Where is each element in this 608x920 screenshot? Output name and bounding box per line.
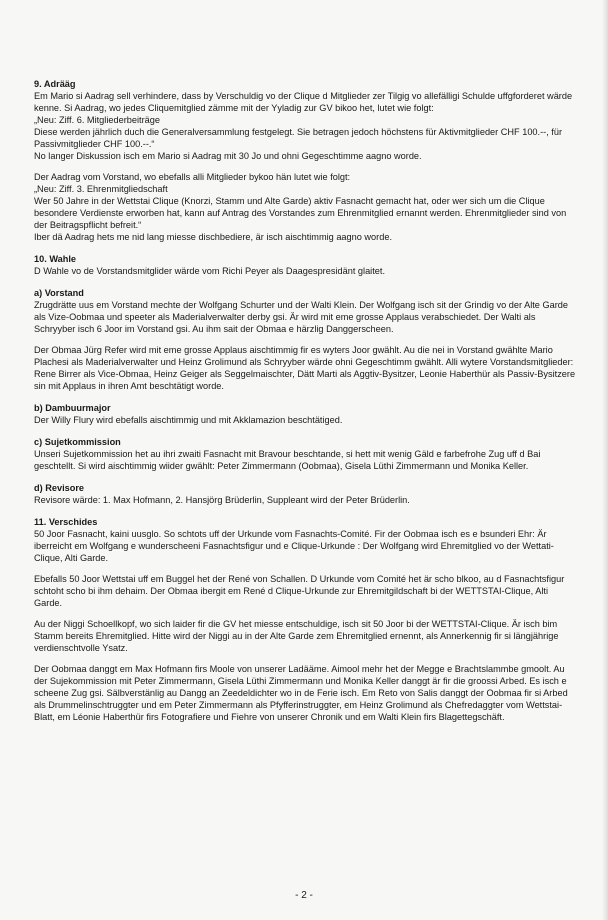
paragraph: D Wahle vo de Vorstandsmitglider wärde vom Richi Peyer als Daagespresidänt glaitet. bbox=[34, 266, 385, 276]
paragraph bbox=[34, 171, 576, 243]
text-line: Diese werden jährlich duch die Generalversammlung festgelegt. Sie betragen jedoch höchstens für Aktivmitglieder CHF 100.--, für Passivmitglieder CHF 100.--.“ bbox=[34, 127, 563, 149]
paragraph: 50 Joor Fasnacht, kaini uusglo. So schtots uff der Urkunde vom Fasnachts-Comité. Fir der Oobmaa isch es e bsunderi Ehr: Är iberreicht em Wolfgang e wunderscheeni Fasnachtsfigur und e Clique-Urkunde : Der Wolfgang wird Ehremitglied vo der Wettati-Clique, Alti Garde. bbox=[34, 529, 554, 563]
subsection-title: a) Vorstand bbox=[34, 288, 84, 298]
subsection-title: b) Dambuurmajor bbox=[34, 403, 111, 413]
text-line: Wer 50 Jahre in der Wettstai Clique (Knorzi, Stamm und Alte Garde) aktiv Fasnacht gemacht hat, oder wer sich um die Clique besondere Verdienste erworben hat, kann auf Antrag des Vorstandes zum Ehrenmitglied ernannt werden. Ehrenmitglieder sind von der Beitragspflicht befreit.“ bbox=[34, 196, 567, 230]
page-number: - 2 - bbox=[295, 890, 313, 901]
section-verschiedenes bbox=[34, 516, 576, 723]
section-antraege bbox=[34, 78, 576, 243]
section-wahlen bbox=[34, 253, 576, 277]
section-title: 11. Verschides bbox=[34, 517, 98, 527]
subsection-vorstand bbox=[34, 287, 576, 392]
subsection-dambuurmajor bbox=[34, 402, 576, 426]
subsection-revisore bbox=[34, 482, 576, 506]
paragraph: Der Obmaa Jürg Refer wird mit eme grosse Applaus aischtimmig fir es wyters Joor gwählt. Au die nei in Vorstand gwählte Mario Plachesi als Maderialverwalter und Heinz Grolimund als Schryyber wärde ohni Gegeschtimm gwählt. Alli wytere Vorstandsmitglieder: Rene Birrer als Vice-Obmaa, Heinz Geiger als Seggelmaischter, Dätt Marti als Aggtiv-Bysitzer, Leonie Haberthür als Passiv-Bysitzere sin mit Applaus in ihren Amt beschtätigt worde. bbox=[34, 345, 576, 391]
paragraph: Der Willy Flury wird ebefalls aischtimmig und mit Akklamazion beschtätiged. bbox=[34, 415, 343, 425]
scan-shadow bbox=[602, 0, 608, 920]
text-line: „Neu: Ziff. 6. Mitgliederbeiträge bbox=[34, 115, 160, 125]
text-line: No langer Diskussion isch em Mario si Aadrag mit 30 Jo und ohni Gegeschtimme aagno worde. bbox=[34, 151, 422, 161]
subsection-sujetkommission bbox=[34, 436, 576, 472]
paragraph: Ebefalls 50 Joor Wettstai uff em Buggel het der René von Schallen. D Urkunde vom Comité het är scho blkoo, au d Fasnachtsfigur schtoht scho bi ihm dehaim. Der Obmaa ibergit em René d Clique-Urkunde zur Ehremitgildschaft bi der WETTSTAI-Clique, Alti Garde. bbox=[34, 574, 565, 608]
section-title: 10. Wahle bbox=[34, 254, 77, 264]
paragraph: Zrugdrätte uus em Vorstand mechte der Wolfgang Schurter und der Walti Klein. Der Wolfgang isch sit der Grindig vo der Alte Garde als Vize-Oobmaa und speeter als Maderialverwalter derby gsi. Är wird mit eme grosse Applaus verabschiedet. Der Walti als Schryyber isch 6 Joor im Vorstand gsi. Au ihm sait der Obmaa e härzlig Danggerscheen. bbox=[34, 300, 568, 334]
paragraph: Unseri Sujetkommission het au ihri zwaiti Fasnacht mit Bravour beschtande, si hett mit wenig Gäld e farbefrohe Zug uff d Bai geschtellt. Si wird aischtimmig wiider gwählt: Peter Zimmermann (Oobmaa), Gisela Lüthi Zimmermann und Monika Keller. bbox=[34, 449, 541, 471]
text-line: Em Mario si Aadrag sell verhindere, dass by Verschuldig vo der Clique d Mitglieder zer Tilgig vo allefälligi Schulde uffgforderet wärde kenne. Si Aadrag, wo jedes Cliquemitglied zämme mit der Yyladig zur GV bikoo het, lutet wie folgt: bbox=[34, 91, 573, 113]
subsection-title: c) Sujetkommission bbox=[34, 437, 121, 447]
paragraph bbox=[34, 90, 576, 162]
paragraph: Revisore wärde: 1. Max Hofmann, 2. Hansjörg Brüderlin, Suppleant wird der Peter Brüderlin. bbox=[34, 495, 410, 505]
text-line: Iber dä Aadrag hets me nid lang miesse dischbediere, är isch aischtimmig aagno worde. bbox=[34, 232, 392, 242]
section-title: 9. Adrääg bbox=[34, 79, 76, 89]
text-line: Der Aadrag vom Vorstand, wo ebefalls alli Mitglieder bykoo hän lutet wie folgt: bbox=[34, 172, 351, 182]
subsection-title: d) Revisore bbox=[34, 483, 85, 493]
paragraph: Der Oobmaa danggt em Max Hofmann firs Moole von unserer Ladääme. Aimool mehr het der Megge e Brachtslammbe gmoolt. Au der Sujekommission mit Peter Zimmermann, Gisela Lüthi Zimmermann und Monika Keller danggt är fir die groossi Arbed. Es isch e scheene Zug gsi. Sälbverstänlig au Dangg an Zeedeldichter wo in de Ferie isch. Em Reto von Salis danggt der Oobmaa fir si Arbed als Drummelinschtruggter und em Peter Zimmermann als Pfyfferinstruggter, em Heinz Grolimund als Chefredaggter vom Wettstai-Blatt, em Léonie Haberthür firs Fotografiere und Fiehre von unserer Chronik und em Walti Klein firs Blagettegschäft. bbox=[34, 664, 568, 722]
text-line: „Neu: Ziff. 3. Ehrenmitgliedschaft bbox=[34, 184, 168, 194]
paragraph: Au der Niggi Schoellkopf, wo sich laider fir die GV het miesse entschuldige, isch sit 50 Joor bi der WETTSTAI-Clique. Är isch bim Stamm bereits Ehremitglied. Hitte wird der Niggi au in der Alte Garde zem Ehremitglied ernennt, als Annerkennig fir si längjährige verdienschtvolle Ysatz. bbox=[34, 619, 559, 653]
